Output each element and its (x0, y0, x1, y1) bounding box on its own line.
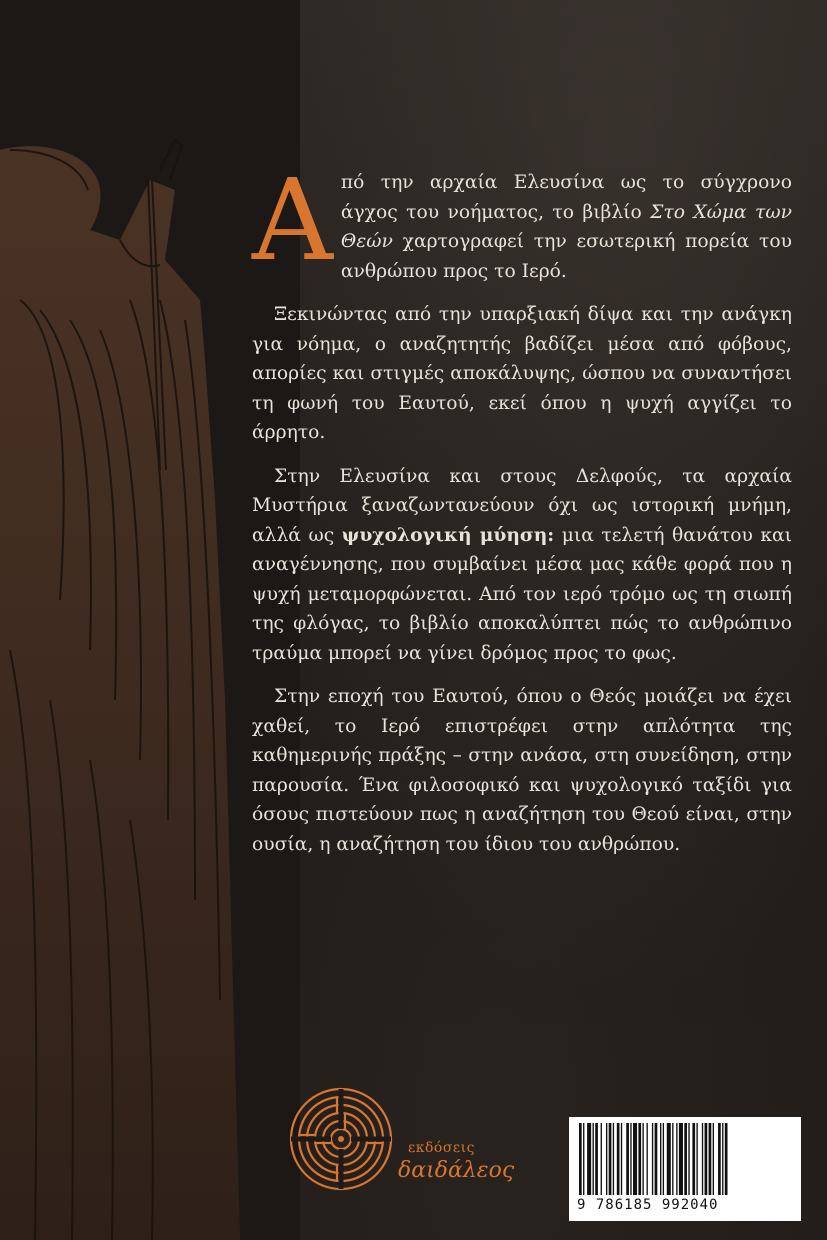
barcode-bar (621, 1123, 622, 1195)
barcode-bar (638, 1123, 641, 1195)
blurb-p3-text-b: μια τελετή θανάτου και αναγέννησης, που συμβαίνει μέσα μας κάθε φορά που η ψυχή μεταμορφώνεται. Από τον ιερό τρόμο ως τη σιωπή της φλόγας, το βιβλίο αποκαλύπτει πώς το ανθρώπινο τραύμα μπορεί να γίνει δρόμος προς το φως. (252, 524, 792, 664)
barcode-bar (672, 1123, 673, 1195)
barcode-bar (718, 1123, 721, 1195)
drop-cap: Α (252, 156, 333, 286)
blurb-p3-bold: ψυχολογική μύηση: (341, 523, 555, 546)
back-cover-blurb (252, 156, 792, 873)
publisher-label: εκδόσεις (408, 1140, 475, 1156)
barcode-bar (655, 1123, 658, 1195)
barcode-bar (601, 1123, 602, 1195)
barcode-bar (660, 1123, 661, 1195)
publisher-name: δαιδάλεος (398, 1158, 515, 1183)
barcode-bar (633, 1123, 637, 1195)
barcode-bar (630, 1123, 631, 1195)
barcode-bar (579, 1123, 582, 1195)
barcode-bar (696, 1123, 697, 1195)
barcode-bar (713, 1123, 714, 1195)
barcode-bar (676, 1123, 677, 1195)
isbn-number: 9 786185 992040 (577, 1197, 719, 1213)
barcode-bar (722, 1123, 723, 1195)
barcode-bar (652, 1123, 653, 1195)
barcode-bar (642, 1123, 643, 1195)
barcode-bar (593, 1123, 594, 1195)
barcode-bar (702, 1123, 703, 1195)
barcode-bar (595, 1123, 598, 1195)
barcode-bar (613, 1123, 614, 1195)
blurb-p1-text-b: χαρτογραφεί την εσωτερική πορεία του ανθρώπου προς το Ιερό. (340, 231, 792, 282)
blurb-paragraph-3 (252, 462, 792, 669)
blurb-paragraph-2: Ξεκινώντας από την υπαρξιακή δίψα και την ανάγκη για νόημα, ο αναζητητής βαδίζει μέσα από φόβους, απορίες και στιγμές αποκάλυψης, ώσπου να συναντήσει τη φωνή του Εαυτού, εκεί όπου η ψυχή αγγίζει το άρρητο. (252, 304, 792, 443)
barcode-bar (709, 1123, 712, 1195)
barcode-bar (617, 1123, 620, 1195)
barcode-bar (667, 1123, 671, 1195)
barcode-bar (609, 1123, 612, 1195)
blurb-p1-text-a: πό την αρχαία Ελευσίνα ως το σύγχρονο άγχος του νοήματος, το βιβλίο (340, 172, 792, 223)
barcode-bar (626, 1123, 629, 1195)
blurb-p3-text-a: Στην Ελευσίνα και στους Δελφούς, τα αρχαία Μυστήρια ξαναζωντανεύουν όχι ως ιστορική μνήμη, αλλά ως (252, 465, 792, 546)
barcode-bar (684, 1123, 687, 1195)
blurb-paragraph-4: Στην εποχή του Εαυτού, όπου ο Θεός μοιάζει να έχει χαθεί, το Ιερό επιστρέφει στην απλότητα της καθημερινής πράξης – στην ανάσα, στη συνείδηση, στην παρουσία. Ένα φιλοσοφικό και ψυχολογικό ταξίδι για όσους πιστεύουν πως η αναζήτηση του Θεού είναι, στην ουσία, η αναζήτηση του ίδιου του ανθρώπου. (252, 686, 792, 855)
barcode-bar (587, 1123, 591, 1195)
barcode-bar (583, 1123, 584, 1195)
book-title-italic: Στο Χώμα των Θεών (340, 201, 792, 252)
barcode-bar (606, 1123, 607, 1195)
barcode-bar (692, 1123, 695, 1195)
barcode-bar (725, 1123, 728, 1195)
barcode-bars (577, 1123, 793, 1195)
barcode-bar (663, 1123, 664, 1195)
barcode-bar (679, 1123, 683, 1195)
labyrinth-logo-icon (286, 1084, 396, 1194)
blurb-paragraph-1 (252, 156, 792, 286)
barcode-bar (647, 1123, 648, 1195)
barcode-bar (705, 1123, 708, 1195)
isbn-barcode (569, 1117, 801, 1221)
barcode-bar (688, 1123, 689, 1195)
